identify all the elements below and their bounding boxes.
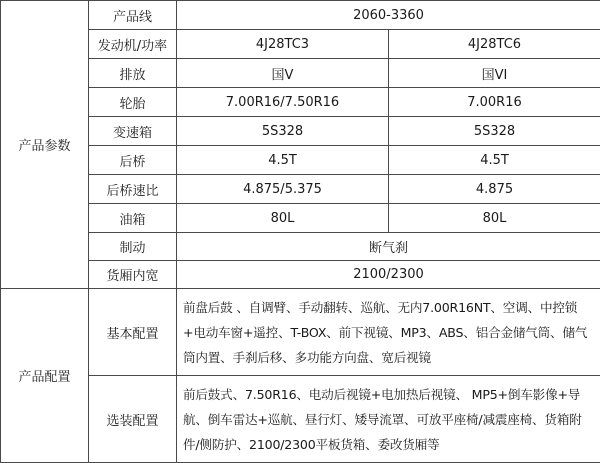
table-row	[1, 261, 600, 289]
value-engine-col1: 4J28TC3	[177, 30, 389, 59]
label-rear-axle: 后桥	[89, 146, 177, 175]
label-tire: 轮胎	[89, 88, 177, 117]
value-product-line: 2060-3360	[177, 1, 600, 30]
table-row	[1, 1, 600, 30]
table-row	[1, 376, 600, 463]
label-fuel-tank: 油箱	[89, 204, 177, 233]
value-tire-col2: 7.00R16	[389, 88, 600, 117]
label-product-line: 产品线	[89, 1, 177, 30]
value-rear-axle-ratio-col2: 4.875	[389, 175, 600, 204]
value-rear-axle-col2: 4.5T	[389, 146, 600, 175]
label-brake: 制动	[89, 233, 177, 261]
label-emission: 排放	[89, 59, 177, 88]
table-row	[1, 204, 600, 233]
value-fuel-tank-col2: 80L	[389, 204, 600, 233]
table-row	[1, 289, 600, 376]
value-tire-col1: 7.00R16/7.50R16	[177, 88, 389, 117]
group-product-params: 产品参数	[1, 1, 89, 289]
label-optional-config: 选装配置	[89, 376, 177, 463]
value-optional-config: 前后鼓式、7.50R16、电动后视镜+电加热后视镜、 MP5+倒车影像+导航、倒车雷达+巡航、昼行灯、矮导流罩、可放平座椅/减震座椅、货箱附件/侧防护、2100/2300平板货箱、委改货厢等	[177, 376, 600, 463]
value-gearbox-col1: 5S328	[177, 117, 389, 146]
table-row	[1, 175, 600, 204]
table-row	[1, 30, 600, 59]
label-gearbox: 变速箱	[89, 117, 177, 146]
table-row	[1, 146, 600, 175]
value-cargo-width: 2100/2300	[177, 261, 600, 289]
value-emission-col2: 国VI	[389, 59, 600, 88]
value-rear-axle-col1: 4.5T	[177, 146, 389, 175]
table-row	[1, 59, 600, 88]
value-brake: 断气刹	[177, 233, 600, 261]
value-emission-col1: 国V	[177, 59, 389, 88]
value-gearbox-col2: 5S328	[389, 117, 600, 146]
group-product-config: 产品配置	[1, 289, 89, 463]
value-fuel-tank-col1: 80L	[177, 204, 389, 233]
label-rear-axle-ratio: 后桥速比	[89, 175, 177, 204]
value-engine-col2: 4J28TC6	[389, 30, 600, 59]
table-row	[1, 117, 600, 146]
table-row	[1, 88, 600, 117]
table-row	[1, 233, 600, 261]
value-basic-config: 前盘后鼓 、自调臂、手动翻转、巡航、无内7.00R16NT、空调、中控锁+电动车窗+遥控、T-BOX、前下视镜、MP3、ABS、铝合金储气筒、储气筒内置、手刹后移、多功能方向盘、宽后视镜	[177, 289, 600, 376]
label-engine: 发动机/功率	[89, 30, 177, 59]
value-rear-axle-ratio-col1: 4.875/5.375	[177, 175, 389, 204]
label-basic-config: 基本配置	[89, 289, 177, 376]
label-cargo-width: 货厢内宽	[89, 261, 177, 289]
